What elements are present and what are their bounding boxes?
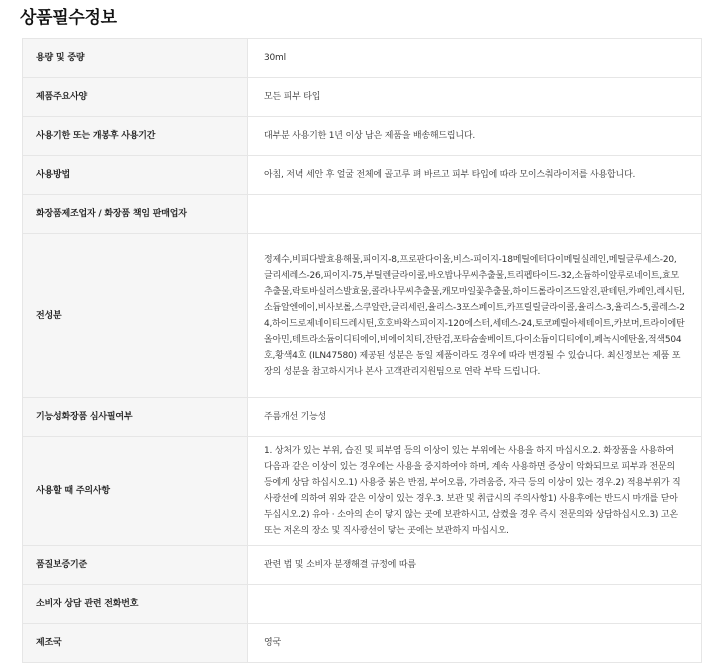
row-label-volume: 용량 및 중량	[23, 39, 248, 78]
row-value-precautions: 1. 상처가 있는 부위, 습진 및 피부염 등의 이상이 있는 부위에는 사용을 하지 마십시오.2. 화장품을 사용하여 다음과 같은 이상이 있는 경우에는 사용을 중지하여야 하며, 계속 사용하면 증상이 악화되므로 피부과 전문의 등에게 상담 하십시오.1) 사용중 붉은 반점, 부어오름, 가려움증, 자극 등의 이상이 있는 경우.2) 적용부위가 직사광선에 의하여 위와 같은 이상이 있는 경우.3. 보관 및 취급시의 주의사항1) 사용후에는 반드시 마개를 닫아두십시오.2) 유아 · 소아의 손이 닿지 않는 곳에 보관하시고, 삼켰을 경우 즉시 전문의와 상담하십시오.3) 고온 또는 저온의 장소 및 직사광선이 닿는 곳에는 보관하지 마십시오.	[248, 437, 702, 546]
table-row	[23, 39, 702, 78]
section-title: 상품필수정보	[20, 8, 117, 28]
table-row	[23, 437, 702, 546]
row-value-expiry: 대부분 사용기한 1년 이상 남은 제품을 배송해드립니다.	[248, 117, 702, 156]
row-value-usage: 아침, 저녁 세안 후 얼굴 전체에 골고루 펴 바르고 피부 타입에 따라 모이스춰라이저를 사용합니다.	[248, 156, 702, 195]
row-value-country: 영국	[248, 624, 702, 663]
row-label-country: 제조국	[23, 624, 248, 663]
row-label-main-spec: 제품주요사양	[23, 78, 248, 117]
row-value-main-spec: 모든 피부 타입	[248, 78, 702, 117]
table-row	[23, 78, 702, 117]
row-label-functional-review: 기능성화장품 심사필여부	[23, 398, 248, 437]
row-value-manufacturer	[248, 195, 702, 234]
row-label-precautions: 사용할 때 주의사항	[23, 437, 248, 546]
table-row	[23, 398, 702, 437]
row-value-functional-review: 주름개선 기능성	[248, 398, 702, 437]
table-row	[23, 234, 702, 398]
table-row	[23, 624, 702, 663]
table-row	[23, 195, 702, 234]
row-label-manufacturer: 화장품제조업자 / 화장품 책임 판매업자	[23, 195, 248, 234]
table-row	[23, 117, 702, 156]
row-value-quality-standard: 관련 법 및 소비자 분쟁해결 규정에 따름	[248, 546, 702, 585]
row-value-ingredients: 정제수,비피다발효용해물,피이지-8,프로판다이올,비스-피이지-18메틸에터다이메틸실레인,메틸글루세스-20,글리세레스-26,피이지-75,부틸렌글라이콜,바오밥나무씨추출물,트리펩타이드-32,소듐하이알루로네이트,효모추출물,락토바실러스발효물,콜라나무씨추출물,캐모마일꽃추출물,하이드롤라이즈드알진,판테틴,카페인,레시틴,소듐알엔에이,비사보롤,스쿠알란,글리세린,율리스-3포스페이트,카프릴릴글라이콜,율리스-3,율리스-5,콜레스-24,하이드로제네이티드레시틴,호호바왁스피이지-120에스터,세테스-24,토코페릴아세테이트,카보머,트라이에탄올아민,테트라소듐이디티에이,비에이치티,잔탄검,포타슘솔베이트,다이소듐이디티에이,페녹시에탄올,적색504호,황색4호 (ILN47580) 제공된 성분은 동일 제품이라도 경우에 따라 변경될 수 있습니다. 최신정보는 제품 포장의 성분을 참고하시거나 본사 고객관리지원팀으로 연락 부탁 드립니다.	[248, 234, 702, 398]
product-info-table	[22, 38, 702, 663]
row-label-usage: 사용방법	[23, 156, 248, 195]
row-label-quality-standard: 품질보증기준	[23, 546, 248, 585]
row-value-consumer-phone	[248, 585, 702, 624]
row-label-consumer-phone: 소비자 상담 관련 전화번호	[23, 585, 248, 624]
table-row	[23, 156, 702, 195]
table-row	[23, 585, 702, 624]
row-label-ingredients: 전성분	[23, 234, 248, 398]
row-value-volume: 30ml	[248, 39, 702, 78]
table-row	[23, 546, 702, 585]
row-label-expiry: 사용기한 또는 개봉후 사용기간	[23, 117, 248, 156]
